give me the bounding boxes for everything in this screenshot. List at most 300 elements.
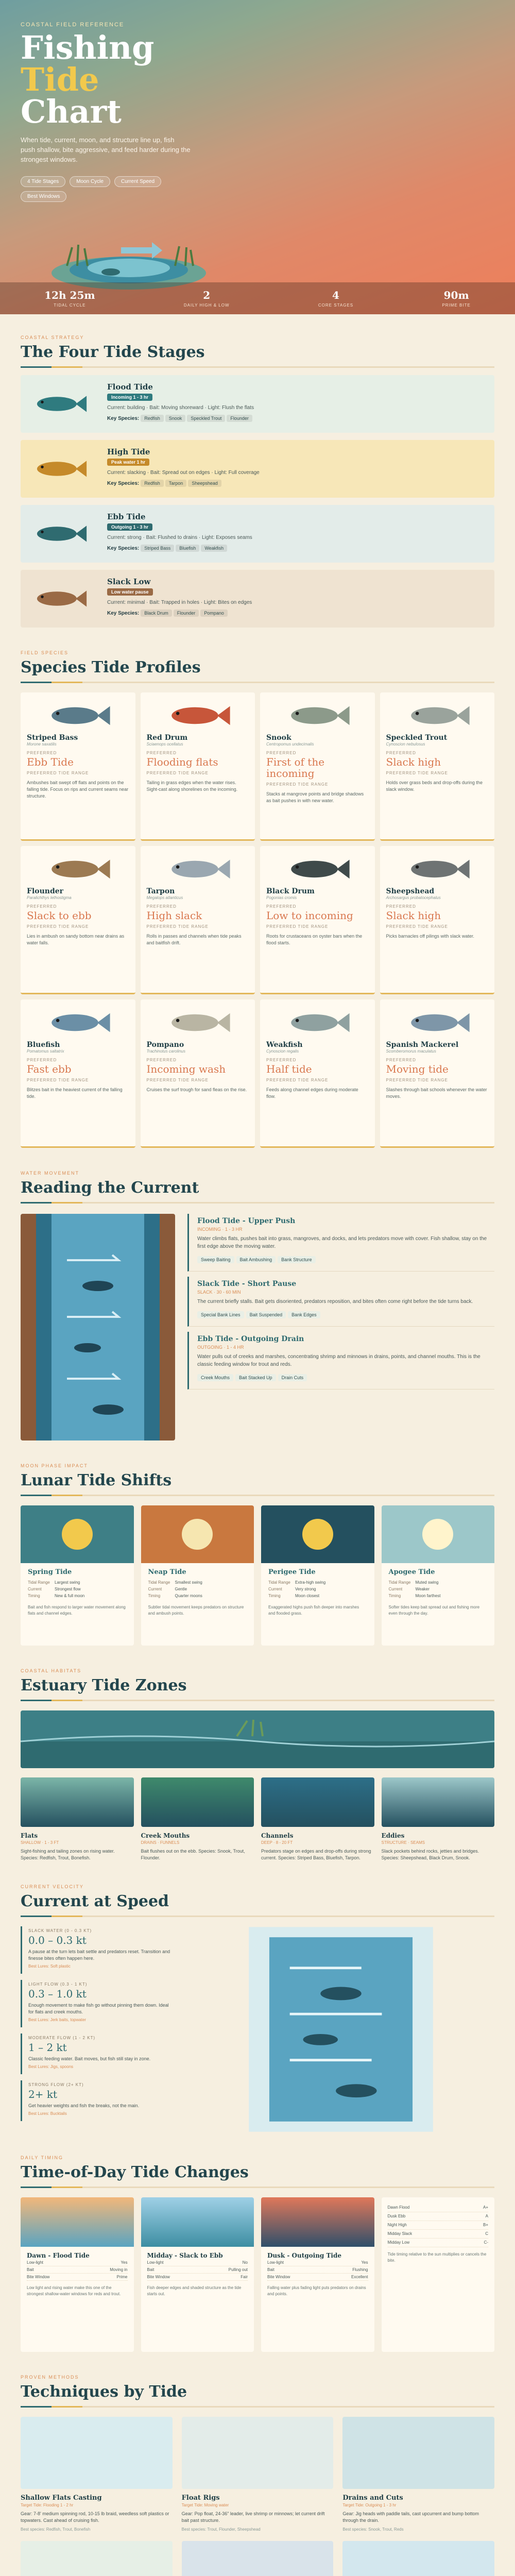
- hero-stat-value: 2: [203, 289, 211, 301]
- tod-body: [261, 2247, 374, 2302]
- lunar-row-value: Largest swing: [55, 1580, 80, 1585]
- section-rule: [21, 682, 494, 683]
- tide-stage-title: Ebb Tide: [107, 512, 146, 521]
- species-pref-label: PREFERRED: [146, 1058, 177, 1062]
- moon-icon: [422, 1519, 453, 1550]
- lunar-row: [28, 1579, 127, 1586]
- fish-icon: [31, 457, 88, 481]
- lunar-desc: Subtler tidal movement keeps predators on structure and ambush points.: [148, 1605, 244, 1616]
- lunar-rows: [148, 1579, 247, 1599]
- current-tag[interactable]: Bait Ambushing: [236, 1256, 276, 1263]
- tide-stage-body: [98, 375, 494, 433]
- tod-row: [27, 2274, 128, 2281]
- species-name: Spanish Mackerel: [386, 1041, 459, 1049]
- lunar-card: [141, 1505, 254, 1646]
- tod-row: [147, 2259, 248, 2266]
- species-card[interactable]: [141, 692, 255, 841]
- technique-card[interactable]: [182, 2417, 334, 2532]
- tod-row-value: Prime: [116, 2275, 128, 2279]
- current-phase-desc: Water pulls out of creeks and marshes, concentrating shrimp and minnows in drains, points, and channel mouths. This is the classic feeding window for trout and reds.: [197, 1354, 480, 1367]
- section-eyebrow: PROVEN METHODS: [21, 2375, 79, 2380]
- technique-card[interactable]: [342, 2417, 494, 2532]
- species-tag[interactable]: Redfish: [141, 480, 164, 487]
- section-title: Techniques by Tide: [21, 2383, 187, 2401]
- moon-icon: [182, 1519, 213, 1550]
- species-card[interactable]: [380, 999, 495, 1148]
- species-range-label: PREFERRED TIDE RANGE: [27, 1078, 89, 1082]
- species-tag[interactable]: Sheepshead: [188, 480, 221, 487]
- species-image: [27, 698, 129, 734]
- species-tag[interactable]: Weakfish: [201, 545, 227, 552]
- tod-row: [27, 2266, 128, 2274]
- tide-stage-image: [21, 505, 98, 563]
- tod-row-key: Bait: [267, 2267, 274, 2272]
- species-pref: Low to incoming: [266, 909, 353, 922]
- technique-species: Best species: Trout, Flounder, Sheepshead: [181, 2527, 261, 2532]
- current-phase-tags: [197, 1255, 494, 1264]
- tide-stage-list: [21, 375, 494, 628]
- lunar-row-value: Extra-high swing: [295, 1580, 326, 1585]
- species-scientific: Centropomus undecimalis: [266, 742, 314, 747]
- species-name: Weakfish: [266, 1041, 303, 1049]
- speed-item: [21, 2080, 175, 2121]
- tod-row-value: Pulling out: [228, 2267, 248, 2272]
- technique-card[interactable]: [342, 2541, 494, 2576]
- lunar-row-key: Timing: [388, 1594, 401, 1598]
- current-tag[interactable]: Bank Edges: [288, 1311, 320, 1318]
- hero-stats: [0, 282, 515, 314]
- fish-icon: [404, 855, 471, 883]
- estuary-card: [141, 1777, 254, 1861]
- estuary-sub: DRAINS · FUNNELS: [141, 1840, 180, 1845]
- hero-title-line1: Fishing: [21, 29, 154, 66]
- lunar-rows: [268, 1579, 367, 1599]
- current-phase: [187, 1214, 494, 1272]
- tide-stage-badge: Incoming 1 - 3 hr: [107, 394, 152, 401]
- species-name: Snook: [266, 734, 291, 742]
- species-card[interactable]: [21, 692, 135, 841]
- tide-stage-image: [21, 570, 98, 628]
- hero-stat-label: DAILY HIGH & LOW: [183, 303, 230, 308]
- tod-title: Dawn - Flood Tide: [27, 2252, 90, 2259]
- species-card[interactable]: [380, 846, 495, 994]
- tod-row-value: Yes: [121, 2260, 128, 2265]
- lunar-desc: Softer tides keep bait spread out and fishing more even through the day.: [388, 1605, 480, 1616]
- lunar-body: [261, 1563, 374, 1622]
- estuary-card: [261, 1777, 374, 1861]
- technique-species: Best species: Redfish, Trout, Bonefish: [21, 2527, 91, 2532]
- species-pref-label: PREFERRED: [266, 751, 297, 755]
- hero-pills: [21, 176, 191, 202]
- species-pref: Slack high: [386, 756, 441, 768]
- lunar-title: Apogee Tide: [388, 1568, 435, 1576]
- tod-row: [267, 2259, 368, 2266]
- current-section: [0, 1171, 515, 1440]
- section-eyebrow: MOON PHASE IMPACT: [21, 1463, 88, 1468]
- estuary-image: [382, 1777, 495, 1827]
- estuary-title: Creek Mouths: [141, 1832, 190, 1839]
- tod-grid: [21, 2197, 494, 2352]
- species-desc: Ambushes bait swept off flats and points on the falling tide. Focus on rips and current seams near structure.: [27, 780, 129, 799]
- tide-stage-card: [21, 440, 494, 498]
- section-title: Time-of-Day Tide Changes: [21, 2163, 249, 2181]
- species-desc: Blitzes bait in the heaviest current of the falling tide.: [27, 1087, 123, 1099]
- speed-desc: A pause at the turn lets bait settle and predators reset. Transition and finesse bites often happen here.: [28, 1949, 170, 1961]
- speed-desc: Get heavier weights and fish the breaks, not the main.: [28, 2103, 140, 2108]
- technique-card[interactable]: [21, 2417, 173, 2532]
- tide-stage-badge: Peak water 1 hr: [107, 459, 149, 466]
- tod-summary-value: C-: [484, 2240, 488, 2245]
- lunar-title: Neap Tide: [148, 1568, 186, 1576]
- speed-lures: Best Lures: Jerk baits, topwater: [28, 2018, 87, 2022]
- lunar-row: [148, 1579, 247, 1586]
- section-title: Current at Speed: [21, 1892, 169, 1910]
- fish-icon: [31, 587, 88, 611]
- technique-grid: [21, 2417, 494, 2576]
- technique-desc: Gear: Pop float, 24-36" leader, live shrimp or minnows; let current drift bait past structure.: [181, 2511, 325, 2523]
- tide-stage-desc: Current: strong · Bait: Flushed to drains · Light: Exposes seams: [107, 535, 252, 540]
- current-tag[interactable]: Sweep Baiting: [197, 1256, 234, 1263]
- species-pref: Ebb Tide: [27, 756, 74, 768]
- hero-title-line3: Chart: [21, 93, 122, 130]
- lunar-row: [28, 1586, 127, 1592]
- speed-label: SLACK WATER (0 - 0.3 KT): [28, 1928, 92, 1933]
- lunar-row: [268, 1586, 367, 1592]
- species-card[interactable]: [260, 999, 375, 1148]
- species-card[interactable]: [141, 846, 255, 994]
- estuary-desc: Slack pockets behind rocks, jetties and bridges. Species: Sheepshead, Black Drum, Snook.: [381, 1849, 479, 1860]
- section-eyebrow: FIELD SPECIES: [21, 650, 69, 655]
- tide-stage-badge: Outgoing 1 - 3 hr: [107, 523, 152, 531]
- tod-row-value: Excellent: [351, 2275, 368, 2279]
- species-desc: Picks barnacles off pilings with slack water.: [386, 934, 474, 939]
- tide-stage-species-label: Key Species:: [107, 611, 140, 616]
- species-scientific: Pogonias cromis: [266, 895, 297, 900]
- tide-stage-body: [98, 505, 494, 563]
- lunar-card: [382, 1505, 495, 1646]
- section-rule: [21, 2187, 494, 2188]
- speed-label: LIGHT FLOW (0.3 - 1 KT): [28, 1982, 88, 1987]
- species-name: Flounder: [27, 887, 64, 895]
- species-pref: Slack high: [386, 909, 441, 922]
- section-rule: [21, 1202, 494, 1204]
- species-name: Red Drum: [146, 734, 188, 742]
- species-card[interactable]: [260, 846, 375, 994]
- section-title: Lunar Tide Shifts: [21, 1471, 172, 1489]
- species-scientific: Megalops atlanticus: [146, 895, 183, 900]
- lunar-row-value: Moon closest: [295, 1594, 320, 1598]
- speed-desc: Classic feeding water. Bait moves, but fish still stay in zone.: [28, 2056, 151, 2061]
- estuary-desc: Sight-fishing and tailing zones on rising water. Species: Redfish, Trout, Bonefish.: [21, 1849, 115, 1860]
- species-name: Sheepshead: [386, 887, 435, 895]
- speed-value: 0.3 – 1.0 kt: [28, 1988, 87, 2000]
- hero-pill[interactable]: Current Speed: [114, 176, 161, 187]
- lunar-card: [261, 1505, 374, 1646]
- hero-stat: [184, 289, 230, 308]
- tide-stage-badge: Low water pause: [107, 588, 153, 596]
- tod-summary-value: C: [485, 2231, 488, 2236]
- tod-card: [21, 2197, 134, 2352]
- tod-row-value: Moving in: [110, 2267, 128, 2272]
- technique-sub: Target Tide: Outgoing 1 - 3 hr: [342, 2503, 397, 2507]
- species-tag[interactable]: Redfish: [141, 415, 164, 422]
- technique-sub: Target Tide: Flooding 1 - 2 hr: [21, 2503, 74, 2507]
- species-pref-label: PREFERRED: [266, 904, 297, 909]
- species-name: Speckled Trout: [386, 734, 448, 742]
- lunar-rows: [28, 1579, 127, 1599]
- technique-desc: Gear: 7-8' medium spinning rod, 10-15 lb braid, weedless soft plastics or topwaters. Cast ahead of cruising fish.: [21, 2511, 169, 2523]
- species-tag[interactable]: Striped Bass: [141, 545, 174, 552]
- species-pref: Slack to ebb: [27, 909, 92, 922]
- species-pref-label: PREFERRED: [386, 751, 416, 755]
- estuary-card: [382, 1777, 495, 1861]
- lunar-row-key: Timing: [268, 1594, 281, 1598]
- fish-icon: [164, 1009, 231, 1037]
- species-image: [386, 851, 489, 887]
- speed-illustration: [187, 1926, 494, 2132]
- fish-icon: [404, 1009, 471, 1037]
- tod-card: [261, 2197, 374, 2352]
- species-pref: Incoming wash: [146, 1063, 226, 1075]
- tod-summary-value: B+: [483, 2223, 488, 2227]
- species-range-label: PREFERRED TIDE RANGE: [386, 924, 448, 929]
- species-card[interactable]: [21, 846, 135, 994]
- tod-summary-desc: Tide timing relative to the sun multiplies or cancels the bite.: [387, 2252, 487, 2263]
- estuary-image: [141, 1777, 254, 1827]
- species-pref: High slack: [146, 909, 202, 922]
- hero-stat-value: 90m: [443, 289, 469, 301]
- section-rule: [21, 1495, 494, 1496]
- species-tag[interactable]: Black Drum: [141, 609, 172, 617]
- tide-stage-species: [107, 545, 485, 552]
- lunar-image: [261, 1505, 374, 1563]
- section-eyebrow: COASTAL HABITATS: [21, 1668, 82, 1673]
- species-pref-label: PREFERRED: [27, 904, 57, 909]
- estuary-image: [261, 1777, 374, 1827]
- technique-title: Shallow Flats Casting: [21, 2494, 102, 2502]
- species-desc: Slashes through bait schools whenever the water moves.: [386, 1087, 487, 1099]
- technique-card[interactable]: [182, 2541, 334, 2576]
- lunar-row-key: Tidal Range: [148, 1580, 170, 1585]
- techniques-section: [0, 2375, 515, 2576]
- lunar-row-value: Very strong: [295, 1587, 316, 1591]
- section-eyebrow: DAILY TIMING: [21, 2155, 64, 2160]
- tide-stage-image: [21, 375, 98, 433]
- estuary-sub: SHALLOW · 1 - 3 FT: [21, 1840, 59, 1845]
- tod-row: [147, 2266, 248, 2274]
- lunar-row-value: Muted swing: [415, 1580, 439, 1585]
- species-desc: Lies in ambush on sandy bottom near drains as water falls.: [27, 934, 125, 945]
- species-tag[interactable]: Flounder: [174, 609, 199, 617]
- speed-section: [0, 1884, 515, 2132]
- species-pref-label: PREFERRED: [386, 1058, 416, 1062]
- species-tag[interactable]: Snook: [165, 415, 186, 422]
- species-image: [266, 698, 369, 734]
- lunar-grid: [21, 1505, 494, 1646]
- lunar-row-key: Current: [268, 1587, 282, 1591]
- tod-section: [0, 2155, 515, 2352]
- lunar-row: [28, 1592, 127, 1599]
- speed-lures: Best Lures: Soft plastic: [28, 1964, 71, 1969]
- technique-card[interactable]: [21, 2541, 173, 2576]
- tod-title: Dusk - Outgoing Tide: [267, 2252, 342, 2259]
- species-range-label: PREFERRED TIDE RANGE: [146, 771, 209, 775]
- hero: [0, 0, 515, 314]
- tod-row: [147, 2274, 248, 2281]
- species-desc: Stacks at mangrove points and bridge shadows as bait pushes in with new water.: [266, 791, 364, 803]
- tod-body: [141, 2247, 254, 2302]
- hero-stat-value: 12h 25m: [44, 289, 95, 301]
- speed-desc: Enough movement to make fish go without pinning them down. Ideal for flats and creek mouths.: [28, 2003, 169, 2014]
- species-desc: Holds over grass beds and drop-offs during the slack window.: [386, 780, 483, 792]
- moon-icon: [62, 1519, 93, 1550]
- hero-stat: [318, 289, 353, 308]
- species-tag[interactable]: Flounder: [227, 415, 252, 422]
- hero-stat-label: TIDAL CYCLE: [54, 303, 86, 308]
- tide-stage-species: [107, 609, 485, 617]
- species-pref: Flooding flats: [146, 756, 218, 768]
- tide-stage-species-label: Key Species:: [107, 546, 140, 551]
- lunar-row-key: Current: [148, 1587, 162, 1591]
- species-pref: Fast ebb: [27, 1063, 72, 1075]
- species-scientific: Paralichthys lethostigma: [27, 895, 72, 900]
- species-tag[interactable]: Bluefish: [176, 545, 199, 552]
- speed-item: [21, 2033, 175, 2074]
- fish-icon: [284, 855, 351, 883]
- speed-label: STRONG FLOW (2+ KT): [28, 2082, 84, 2087]
- lunar-row-key: Current: [388, 1587, 403, 1591]
- tod-summary-key: Night High: [387, 2223, 407, 2227]
- speed-value: 0.0 – 0.3 kt: [28, 1934, 87, 1946]
- fish-icon: [164, 855, 231, 883]
- species-image: [27, 851, 129, 887]
- tod-summary-value: A: [485, 2214, 488, 2218]
- lunar-row-value: Smallest swing: [175, 1580, 202, 1585]
- technique-title: Drains and Cuts: [342, 2494, 403, 2502]
- species-range-label: PREFERRED TIDE RANGE: [146, 924, 209, 929]
- current-tag[interactable]: Bank Structure: [278, 1256, 316, 1263]
- tide-stage-desc: Current: slacking · Bait: Spread out on edges · Light: Full coverage: [107, 470, 260, 476]
- lunar-row-value: Moon farthest: [415, 1594, 441, 1598]
- estuary-section: [0, 1668, 515, 1861]
- lunar-row: [268, 1579, 367, 1586]
- tide-stage-card: [21, 570, 494, 628]
- estuary-sub: STRUCTURE · SEAMS: [381, 1840, 425, 1845]
- lunar-image: [21, 1505, 134, 1563]
- tod-row-key: Bite Window: [27, 2275, 50, 2279]
- species-tag[interactable]: Pompano: [200, 609, 228, 617]
- current-tag[interactable]: Bait Stacked Up: [235, 1374, 276, 1381]
- tide-stage-body: [98, 570, 494, 628]
- current-phase-sub: INCOMING · 1 - 3 HR: [197, 1227, 243, 1232]
- species-image: [266, 1005, 369, 1041]
- lunar-rows: [389, 1579, 488, 1599]
- species-card[interactable]: [141, 999, 255, 1148]
- species-tag[interactable]: Speckled Trout: [187, 415, 225, 422]
- section-rule: [21, 366, 494, 368]
- estuary-image: [21, 1777, 134, 1827]
- species-pref-label: PREFERRED: [146, 904, 177, 909]
- lunar-row: [389, 1586, 488, 1592]
- fish-icon: [284, 702, 351, 730]
- species-pref-label: PREFERRED: [27, 1058, 57, 1062]
- technique-image: [21, 2541, 173, 2576]
- current-tag[interactable]: Creek Mouths: [197, 1374, 233, 1381]
- hero-stat-label: CORE STAGES: [318, 303, 354, 308]
- tod-desc: Low light and rising water make this one of the strongest shallow-water windows for reds and trout.: [27, 2285, 121, 2296]
- tod-summary-row: [388, 2221, 489, 2230]
- species-image: [27, 1005, 129, 1041]
- species-card[interactable]: [260, 692, 375, 841]
- species-card[interactable]: [21, 999, 135, 1148]
- estuary-desc: Bait flushes out on the ebb. Species: Snook, Trout, Flounder.: [141, 1849, 245, 1860]
- hero-pill[interactable]: Best Windows: [21, 191, 66, 202]
- lunar-row-value: Quarter moons: [175, 1594, 202, 1598]
- tod-row: [27, 2259, 128, 2266]
- species-pref: First of the incoming: [266, 756, 325, 779]
- tide-stage-image: [21, 440, 98, 498]
- species-range-label: PREFERRED TIDE RANGE: [266, 924, 329, 929]
- lunar-row: [389, 1592, 488, 1599]
- technique-desc: Gear: Jig heads with paddle tails, cast upcurrent and bump bottom through the drain.: [342, 2511, 479, 2523]
- tod-summary-card: [382, 2197, 495, 2352]
- technique-image: [182, 2417, 334, 2489]
- fish-icon: [44, 1009, 111, 1037]
- species-image: [147, 851, 249, 887]
- current-illustration: [21, 1214, 175, 1440]
- technique-image: [342, 2541, 494, 2576]
- current-tag[interactable]: Bait Suspended: [246, 1311, 286, 1318]
- hero-pill[interactable]: 4 Tide Stages: [21, 176, 65, 187]
- lunar-row-value: Weaker: [415, 1587, 430, 1591]
- current-phase-desc: The current briefly stalls. Bait gets disoriented, predators reposition, and bites often come right before the tide turns back.: [197, 1299, 473, 1304]
- lunar-row-key: Tidal Range: [268, 1580, 290, 1585]
- speed-lures: Best Lures: Bucktails: [28, 2111, 67, 2116]
- species-pref: Moving tide: [386, 1063, 449, 1075]
- species-name: Tarpon: [146, 887, 175, 895]
- species-card[interactable]: [380, 692, 495, 841]
- tod-summary-value: A+: [483, 2205, 488, 2210]
- technique-image: [182, 2541, 334, 2576]
- fish-icon: [44, 702, 111, 730]
- hero-pill[interactable]: Moon Cycle: [70, 176, 110, 187]
- species-section: [0, 650, 515, 1148]
- species-range-label: PREFERRED TIDE RANGE: [386, 771, 448, 775]
- technique-image: [342, 2417, 494, 2489]
- current-phase: [187, 1277, 494, 1327]
- lunar-card: [21, 1505, 134, 1646]
- tod-summary-key: Dusk Ebb: [387, 2214, 406, 2218]
- species-range-label: PREFERRED TIDE RANGE: [27, 924, 89, 929]
- estuary-title: Channels: [261, 1832, 294, 1839]
- current-phase-sub: OUTGOING · 1 - 4 HR: [197, 1345, 244, 1350]
- tod-summary-key: Midday Slack: [387, 2231, 413, 2236]
- hero-eyebrow: COASTAL FIELD REFERENCE: [21, 22, 125, 28]
- lunar-row-key: Current: [28, 1587, 42, 1591]
- species-name: Pompano: [146, 1041, 184, 1049]
- section-title: The Four Tide Stages: [21, 343, 205, 361]
- tod-row-key: Low-light: [27, 2260, 44, 2265]
- section-title: Reading the Current: [21, 1179, 199, 1197]
- current-tag[interactable]: Special Bank Lines: [197, 1311, 244, 1318]
- current-phase-tags: [197, 1310, 494, 1319]
- lunar-row-key: Tidal Range: [388, 1580, 411, 1585]
- tod-title: Midday - Slack to Ebb: [147, 2252, 223, 2259]
- species-tag[interactable]: Tarpon: [165, 480, 187, 487]
- current-phase-title: Ebb Tide - Outgoing Drain: [197, 1335, 304, 1343]
- technique-sub: Target Tide: Moving water: [181, 2503, 229, 2507]
- current-tag[interactable]: Drain Cuts: [278, 1374, 307, 1381]
